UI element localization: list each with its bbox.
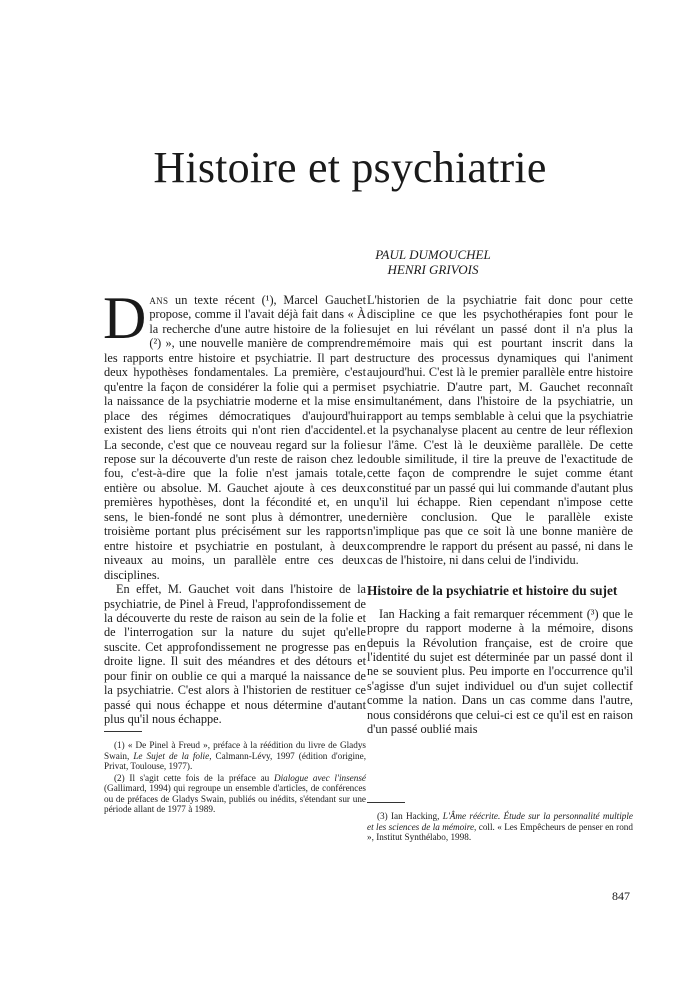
footnote-rule — [104, 731, 142, 732]
author-list — [0, 247, 700, 277]
paragraph: En effet, M. Gauchet voit dans l'histoire de la psychiatrie, de Pinel à Freud, l'approfondissement de la découverte du reste de raison au sein de la folie et de l'interrogation sur la nature du sujet qu'elle suscite. Cet approfondissement ne progresse pas en droite ligne. Il suit des méandres et des détours et pour finir on oublie ce qui a marqué la naissance de la psychiatrie. C'est alors à l'historien de restituer ce passé qui nous échappe et nous détermine d'autant plus qu'il nous échappe. — [104, 582, 366, 727]
footnotes-left — [104, 740, 366, 816]
section-heading: Histoire de la psychiatrie et histoire du sujet — [367, 582, 618, 598]
paragraph-text: un texte récent (¹), Marcel Gauchet propose, comme il l'avait déjà fait dans « À la recherche d'une autre histoire de la folie (²) », une nouvelle manière de comprendre les rapports entre histoire et psychiatrie. Il part de deux hypothèses fondamentales. La première, c'est qu'entre la façon de considérer la folie qui a permis la naissance de la psychiatrie moderne et la mise en place des régimes démocratiques d'aujourd'hui existent des liens étroits qui n'ont rien d'accidentel. La seconde, c'est que ce nouveau regard sur la folie repose sur la découverte d'un reste de raison chez le fou, c'est-à-dire que la folie n'est jamais totale, entière ou absolue. M. Gauchet ajoute à ces deux premières hypothèses, dont la fécondité et, en un sens, le bien-fondé ne sont plus à démontrer, une troisième portant plus précisément sur les rapports entre histoire et psychiatrie en postulant, à deux niveaux au moins, un parallèle entre ces deux disciplines. — [104, 293, 366, 582]
lead-in: ans — [149, 293, 169, 307]
article-title: Histoire et psychiatrie — [153, 143, 547, 192]
left-column — [103, 285, 366, 727]
footnote: (1) « De Pinel à Freud », préface à la réédition du livre de Gladys Swain, Le Sujet de la folie, Calmann-Lévy, 1997 (édition d'origine, Privat, Toulouse, 1977). — [104, 740, 367, 771]
footnotes-right — [367, 811, 633, 844]
footnote-rule — [367, 802, 405, 803]
author-name: HENRI GRIVOIS — [387, 262, 479, 277]
right-column — [367, 293, 633, 737]
paragraph — [103, 285, 366, 582]
page-number: 847 — [612, 889, 630, 903]
paragraph: Ian Hacking a fait remarquer récemment (³) que le propre du rapport moderne à la mémoire, disons depuis la Révolution française, est de croire que l'identité du sujet est déterminée par un passé dont il ne se souvient plus. Peu importe en l'occurrence qu'il s'agisse d'un sujet individuel ou d'un sujet collectif comme la nation. Dans un cas comme dans l'autre, nous considérons que celui-ci est ce qu'il est en raison d'un passé oublié mais — [367, 606, 633, 737]
author-name: PAUL DUMOUCHEL — [375, 247, 491, 262]
paragraph: L'historien de la psychiatrie fait donc pour cette discipline ce que les psychothérapies font pour le sujet en lui révélant un passé dont il n'a plus la mémoire mais qui est pourtant inscrit dans la structure des processus dynamiques qui l'animent aujourd'hui. C'est là le premier parallèle entre histoire et psychiatrie. D'autre part, M. Gauchet reconnaît simultanément, dans l'histoire de la psychiatrie, un rapport au temps semblable à celui que la psychiatrie et la psychanalyse placent au centre de leur réflexion sur l'âme. C'est là le deuxième parallèle. De cette double similitude, il tire la preuve de l'exactitude de cette façon de comprendre le sujet comme étant constitué par un passé qui lui commande d'autant plus qu'il lui échappe. Rien cependant n'impose cette dernière conclusion. Que le parallèle existe n'implique pas que ce soit là une bonne manière de comprendre le rapport du présent au passé, ni dans le cas de l'histoire, ni dans celui de l'individu. — [367, 293, 633, 568]
footnote: (3) Ian Hacking, L'Âme réécrite. Étude sur la personnalité multiple et les sciences de la mémoire, coll. « Les Empêcheurs de penser en rond », Institut Synthélabo, 1998. — [367, 811, 633, 842]
drop-cap: D — [103, 285, 147, 351]
footnote: (2) Il s'agit cette fois de la préface au Dialogue avec l'insensé (Gallimard, 1994) qui regroupe un ensemble d'articles, de conférences ou de préfaces de Gladys Swain, publiés ou inédits, s'étendant sur une période allant de 1977 à 1989. — [104, 772, 366, 814]
